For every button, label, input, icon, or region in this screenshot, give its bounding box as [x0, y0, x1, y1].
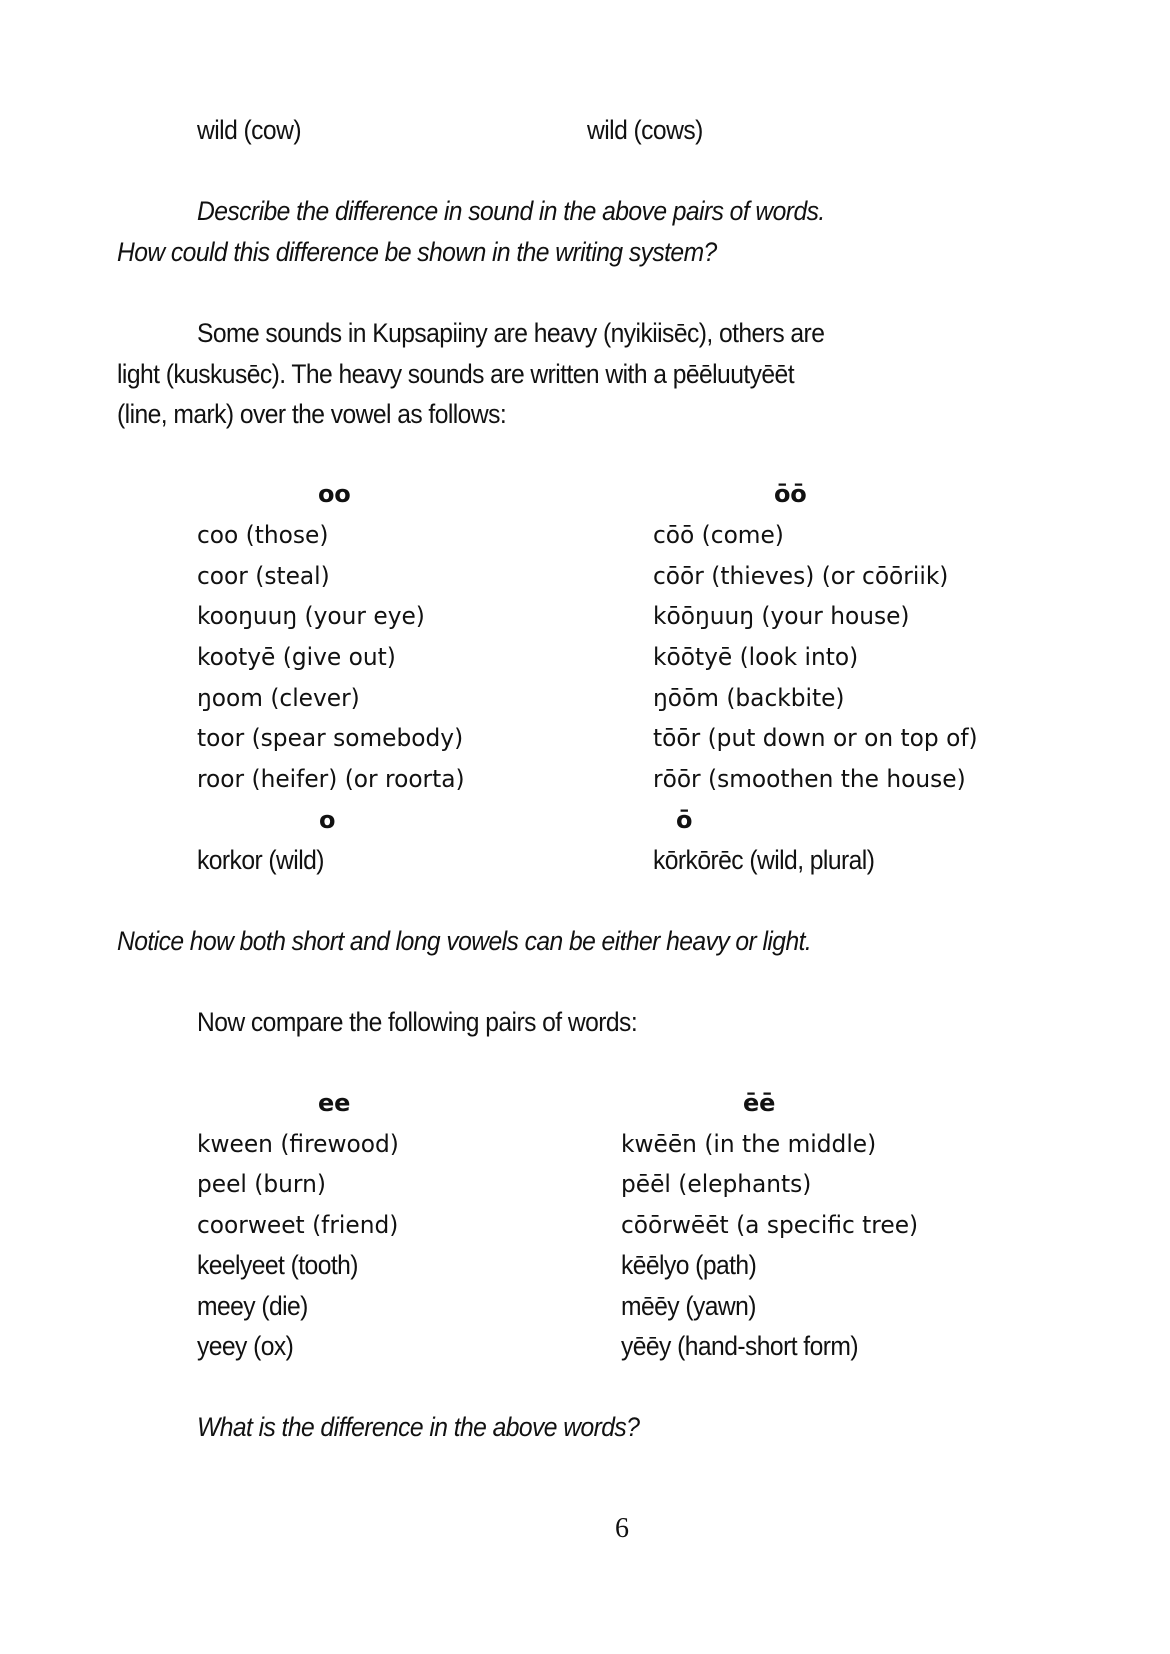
table-e-row-heavy: kēēlyo (path)	[621, 1250, 757, 1280]
table-o-row-heavy: ŋōōm (backbite)	[653, 684, 845, 712]
table-o-row-light: ŋoom (clever)	[197, 684, 360, 712]
question-1-line-2: How could this difference be shown in the writing system?	[117, 237, 717, 267]
table-e-row-light: coorweet (friend)	[197, 1211, 399, 1239]
intro-line-2: light (kuskusēc). The heavy sounds are written with a pēēluutyēēt	[117, 359, 794, 389]
table-e-heading-heavy: ēē	[743, 1089, 776, 1117]
intro-line-1: Some sounds in Kupsapiiny are heavy (nyikiisēc), others are	[197, 318, 825, 348]
table-o-short-row-heavy: kōrkōrēc (wild, plural)	[653, 845, 875, 875]
table-o-row-light: coor (steal)	[197, 562, 330, 590]
table-o-row-light: kootyē (give out)	[197, 643, 396, 671]
table-o-row-heavy: kōōtyē (look into)	[653, 643, 859, 671]
table-o-short-row-light: korkor (wild)	[197, 845, 324, 875]
table-o-row-heavy: rōōr (smoothen the house)	[653, 765, 966, 793]
table-o-row-heavy: kōōŋuuŋ (your house)	[653, 602, 910, 630]
table-e-heading-light: ee	[318, 1089, 351, 1117]
table-o-row-heavy: cōō (come)	[653, 521, 784, 549]
table-o-row-light: kooŋuuŋ (your eye)	[197, 602, 425, 630]
table-o-short-heading-heavy: ō	[676, 806, 693, 834]
question-1-line-1: Describe the difference in sound in the above pairs of words.	[197, 196, 825, 226]
table-e-row-heavy: pēēl (elephants)	[621, 1170, 812, 1198]
table-e-row-heavy: cōōrwēēt (a specific tree)	[621, 1211, 919, 1239]
top-pair-right: wild (cows)	[587, 115, 703, 145]
table-e-row-heavy: kwēēn (in the middle)	[621, 1130, 877, 1158]
table-o-row-light: toor (spear somebody)	[197, 724, 464, 752]
table-o-row-heavy: cōōr (thieves) (or cōōriik)	[653, 562, 949, 590]
table-e-row-light: kween (firewood)	[197, 1130, 399, 1158]
table-e-row-light: keelyeet (tooth)	[197, 1250, 358, 1280]
table-o-heading-heavy: ōō	[774, 480, 807, 508]
table-e-row-light: yeey (ox)	[197, 1331, 294, 1361]
table-o-row-light: coo (those)	[197, 521, 329, 549]
table-e-row-light: peel (burn)	[197, 1170, 326, 1198]
intro-line-3: (line, mark) over the vowel as follows:	[117, 399, 507, 429]
table-o-heading-light: oo	[318, 480, 351, 508]
notice-text: Notice how both short and long vowels can be either heavy or light.	[117, 926, 812, 956]
table-e-row-heavy: yēēy (hand-short form)	[621, 1331, 859, 1361]
table-o-short-heading-light: o	[319, 806, 336, 834]
top-pair-left: wild (cow)	[197, 115, 301, 145]
table-e-row-light: meey (die)	[197, 1291, 308, 1321]
table-e-row-heavy: mēēy (yawn)	[621, 1291, 756, 1321]
table-o-row-heavy: tōōr (put down or on top of)	[653, 724, 978, 752]
page-number: 6	[615, 1513, 629, 1544]
compare-intro: Now compare the following pairs of words:	[197, 1007, 638, 1037]
table-o-row-light: roor (heifer) (or roorta)	[197, 765, 465, 793]
question-2: What is the difference in the above words?	[197, 1412, 640, 1442]
